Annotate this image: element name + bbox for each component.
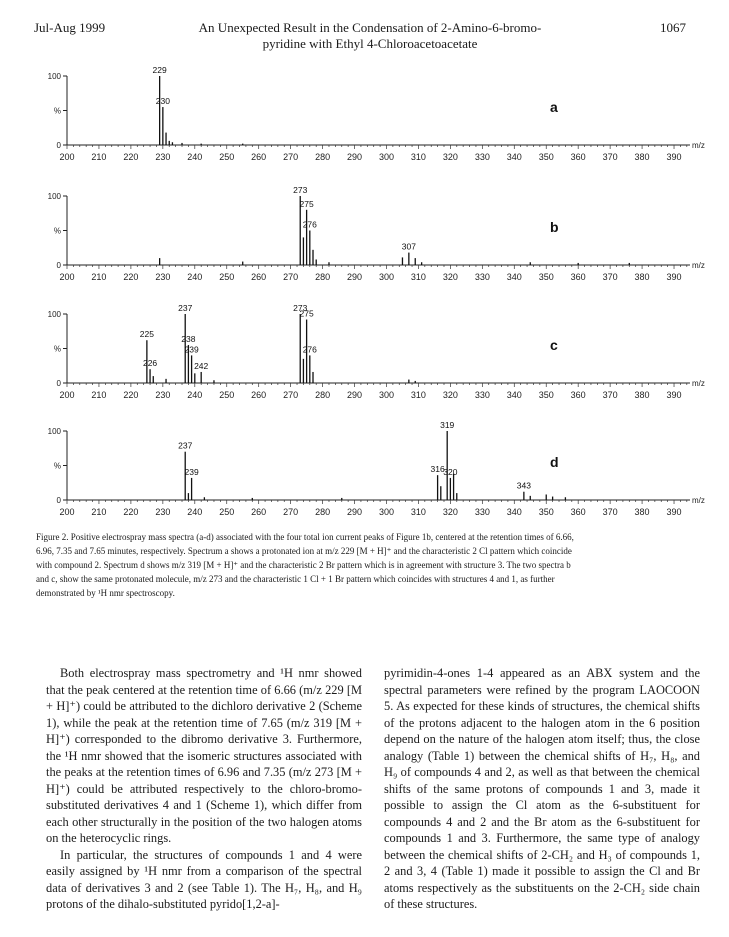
y-tick-label: 100 (47, 192, 61, 201)
peak-label: 230 (155, 96, 170, 107)
mass-spectrum-b (30, 180, 710, 290)
paragraph: In particular, the structures of compounds 1 and 4 were easily assigned by ¹H nmr from a comparison of the spectral data of derivatives 3 and 2 (see Table 1). The H₇, H₈, and H₉ protons of the dihalo-substituted pyrido[1,2-a]- (46, 847, 362, 911)
mass-spectrum-a (30, 60, 710, 170)
x-tick-label: 200 (59, 152, 75, 162)
x-tick-label: 220 (123, 152, 139, 162)
x-tick-label: 330 (474, 390, 490, 400)
x-tick-label: 370 (602, 507, 618, 517)
peak-label: 273 (293, 185, 308, 195)
x-axis-label: m/z (692, 261, 705, 270)
x-tick-label: 260 (251, 152, 267, 162)
x-tick-label: 240 (187, 390, 203, 400)
x-tick-label: 320 (442, 390, 458, 400)
x-tick-label: 290 (347, 272, 363, 282)
paragraph: pyrimidin-4-ones 1-4 appeared as an ABX system and the spectral parameters were refined by the program LAOCOON 5. As expected for these kinds of structures, the chemical shifts of the protons adjacent to the halogen atom in the 6 position depend on the nature of the halogen atom itself; thus, the close analogy (Table 1) between the chemical shifts of H₇, H₈, and H₉ of compounds 4 and 2, as well as that between the chemical shifts of the same protons of compounds 1 and 3, made it possible to assign the Cl atom as the 6-substituent for compounds 4 and 2 and the Br atom as the 6-substituent for compounds 1 and 3. Furthermore, the same type of analogy between the chemical shifts of 2-CH₂ and H₃ of compounds 1, 2 and 3, 4 (Table 1) made it possible to assign the Cl and Br atoms respectively as the substituents on the 2-CH₂ side chain of these structures. (384, 666, 700, 911)
x-axis-label: m/z (692, 141, 705, 150)
peak-label: 239 (184, 466, 199, 477)
x-tick-label: 320 (442, 152, 458, 162)
x-tick-label: 330 (474, 272, 490, 282)
y-tick-label: % (53, 226, 61, 236)
x-tick-label: 250 (219, 152, 235, 162)
peak-label: 276 (302, 344, 317, 355)
x-tick-label: 250 (219, 272, 235, 282)
peak-label: 242 (194, 360, 209, 371)
running-header-date: Jul-Aug 1999 (34, 20, 106, 35)
y-tick-label: 0 (56, 261, 61, 270)
peak-label: 238 (181, 334, 196, 345)
peak-label: 275 (299, 308, 314, 319)
x-tick-label: 210 (91, 152, 107, 162)
x-tick-label: 360 (570, 152, 586, 162)
x-tick-label: 230 (155, 390, 171, 400)
y-tick-label: % (53, 106, 61, 116)
x-tick-label: 270 (283, 272, 299, 282)
x-tick-label: 280 (315, 152, 331, 162)
peak-label: 276 (302, 219, 317, 230)
x-tick-label: 220 (123, 507, 139, 517)
body-column-right (384, 665, 700, 913)
x-tick-label: 340 (506, 152, 522, 162)
x-tick-label: 260 (251, 507, 267, 517)
x-tick-label: 230 (155, 507, 171, 517)
x-tick-label: 230 (155, 272, 171, 282)
x-tick-label: 250 (219, 390, 235, 400)
peak-label: 225 (139, 329, 154, 340)
x-axis-label: m/z (692, 379, 705, 388)
y-tick-label: 100 (47, 72, 61, 81)
peak-label: 320 (443, 466, 458, 477)
x-tick-label: 370 (602, 152, 618, 162)
title-line-2: pyridine with Ethyl 4-Chloroacetoacetate (262, 36, 478, 51)
caption-line: and c, show the same protonated molecule, m/z 273 and the characteristic 1 Cl + 1 Br pattern which coincides with structures 4 and 1, as further (36, 574, 555, 584)
x-tick-label: 210 (91, 272, 107, 282)
x-tick-label: 370 (602, 272, 618, 282)
x-tick-label: 350 (538, 272, 554, 282)
x-tick-label: 340 (506, 272, 522, 282)
caption-line: with compound 2. Spectrum d shows m/z 319 [M + H]⁺ and the characteristic 2 Br pattern which is in agreement with structure 3. The two spectra b (36, 560, 571, 570)
x-tick-label: 370 (602, 390, 618, 400)
x-tick-label: 340 (506, 507, 522, 517)
x-tick-label: 280 (315, 390, 331, 400)
x-tick-label: 270 (283, 390, 299, 400)
x-tick-label: 290 (347, 507, 363, 517)
peak-label: 226 (142, 358, 158, 369)
x-tick-label: 380 (634, 152, 650, 162)
x-tick-label: 200 (59, 390, 75, 400)
x-tick-label: 390 (666, 507, 682, 517)
peak-label: 229 (152, 65, 167, 75)
x-tick-label: 390 (666, 152, 682, 162)
peak-label: 343 (516, 480, 531, 491)
x-tick-label: 380 (634, 507, 650, 517)
x-tick-label: 270 (283, 507, 299, 517)
x-tick-label: 360 (570, 390, 586, 400)
x-tick-label: 200 (59, 272, 75, 282)
x-tick-label: 340 (506, 390, 522, 400)
x-tick-label: 290 (347, 152, 363, 162)
x-tick-label: 350 (538, 507, 554, 517)
x-tick-label: 290 (347, 390, 363, 400)
x-tick-label: 230 (155, 152, 171, 162)
page-number: 1067 (660, 20, 686, 35)
x-tick-label: 280 (315, 507, 331, 517)
figure-caption (36, 530, 692, 600)
title-line-1: An Unexpected Result in the Condensation of 2-Amino-6-bromo- (198, 20, 542, 35)
paragraph: Both electrospray mass spectrometry and ¹H nmr showed that the peak centered at the retention time of 6.66 (m/z 229 [M + H]⁺) could be attributed to the dichloro derivative 2 (Scheme 1), while the peak at the retention time of 7.65 (m/z 319 [M + H]⁺) corresponded to the dibromo derivative 3. Furthermore, the ¹H nmr showed that the isomeric structures associated with the peaks at the retention times of 6.96 and 7.35 (m/z 273 [M + H]⁺) could be attributed respectively to the chloro-bromo-substituted derivatives 4 and 1 (Scheme 1), which differ from each other structurally in the position of the two halogen atoms on the heterocyclic rings. (46, 666, 362, 845)
y-tick-label: 0 (56, 379, 61, 388)
y-tick-label: % (53, 461, 61, 471)
x-tick-label: 300 (378, 152, 395, 162)
y-tick-label: 100 (47, 427, 61, 436)
peak-label: 237 (178, 303, 193, 313)
x-tick-label: 250 (219, 507, 235, 517)
x-tick-label: 360 (570, 507, 586, 517)
running-header-title (170, 20, 570, 52)
x-tick-label: 220 (123, 272, 139, 282)
x-tick-label: 360 (570, 272, 586, 282)
peak-label: 307 (401, 241, 416, 252)
peak-label: 319 (440, 420, 455, 430)
panel-letter: a (550, 99, 558, 115)
peak-label: 239 (184, 344, 199, 355)
x-tick-label: 240 (187, 272, 203, 282)
x-tick-label: 210 (91, 390, 107, 400)
x-tick-label: 320 (442, 272, 458, 282)
peak-label: 237 (178, 440, 193, 451)
peak-label: 273 (293, 303, 308, 313)
panel-letter: b (550, 219, 559, 235)
y-tick-label: % (53, 344, 61, 354)
caption-line: Figure 2. Positive electrospray mass spectra (a-d) associated with the four total ion current peaks of Figure 1b, centered at the retention times of 6.66, (36, 532, 574, 542)
x-tick-label: 310 (410, 152, 426, 162)
caption-line: demonstrated by ¹H nmr spectroscopy. (36, 588, 175, 598)
x-tick-label: 220 (123, 390, 139, 400)
x-tick-label: 310 (410, 507, 426, 517)
panel-letter: d (550, 454, 559, 470)
y-tick-label: 0 (56, 496, 61, 505)
x-tick-label: 380 (634, 390, 650, 400)
x-tick-label: 260 (251, 390, 267, 400)
caption-line: 6.96, 7.35 and 7.65 minutes, respectively. Spectrum a shows a protonated ion at m/z 229 [M + H]⁺ and the characteristic 2 Cl pattern which coincide (36, 546, 572, 556)
x-tick-label: 390 (666, 390, 682, 400)
x-tick-label: 320 (442, 507, 458, 517)
x-tick-label: 390 (666, 272, 682, 282)
x-tick-label: 300 (378, 272, 395, 282)
x-tick-label: 310 (410, 272, 426, 282)
x-tick-label: 330 (474, 507, 490, 517)
panel-letter: c (550, 337, 558, 353)
x-tick-label: 350 (538, 390, 554, 400)
x-axis-label: m/z (692, 496, 705, 505)
x-tick-label: 260 (251, 272, 267, 282)
x-tick-label: 200 (59, 507, 75, 517)
mass-spectrum-c (30, 298, 710, 408)
x-tick-label: 330 (474, 152, 490, 162)
x-tick-label: 240 (187, 152, 203, 162)
x-tick-label: 350 (538, 152, 554, 162)
x-tick-label: 310 (410, 390, 426, 400)
x-tick-label: 210 (91, 507, 107, 517)
x-tick-label: 240 (187, 507, 203, 517)
mass-spectrum-d (30, 415, 710, 525)
peak-label: 316 (430, 464, 445, 475)
y-tick-label: 0 (56, 141, 61, 150)
body-column-left (46, 665, 362, 913)
x-tick-label: 380 (634, 272, 650, 282)
peak-label: 275 (299, 198, 314, 209)
x-tick-label: 280 (315, 272, 331, 282)
y-tick-label: 100 (47, 310, 61, 319)
x-tick-label: 270 (283, 152, 299, 162)
x-tick-label: 300 (378, 390, 395, 400)
x-tick-label: 300 (378, 507, 395, 517)
